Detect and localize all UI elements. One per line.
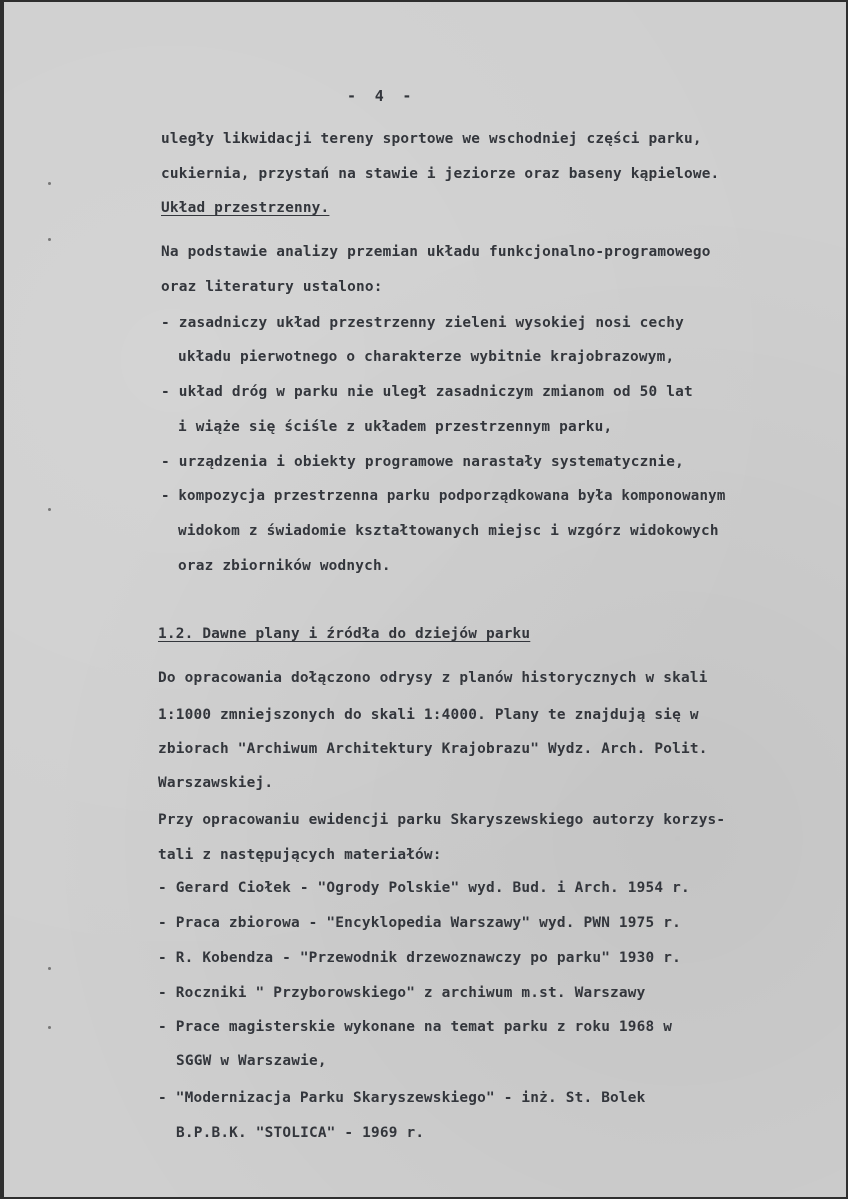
text-line: uległy likwidacji tereny sportowe we wschodniej części parku,: [161, 131, 702, 147]
text-line: Na podstawie analizy przemian układu funkcjonalno-programowego: [161, 244, 711, 260]
list-item-continuation: SGGW w Warszawie,: [176, 1053, 327, 1069]
paper-speck: [48, 182, 51, 185]
list-item-continuation: oraz zbiorników wodnych.: [178, 558, 391, 574]
list-item-continuation: układu pierwotnego o charakterze wybitnie krajobrazowym,: [178, 349, 675, 365]
text-line: zbiorach "Archiwum Architektury Krajobrazu" Wydz. Arch. Polit.: [158, 741, 708, 757]
list-item-continuation: widokom z świadomie kształtowanych miejsc i wzgórz widokowych: [178, 523, 719, 539]
section-heading: Układ przestrzenny.: [161, 200, 330, 216]
list-item: - R. Kobendza - "Przewodnik drzewoznawczy po parku" 1930 r.: [158, 950, 681, 966]
paper-speck: [48, 967, 51, 970]
paper-speck: [48, 238, 51, 241]
text-line: Do opracowania dołączono odrysy z planów historycznych w skali: [158, 670, 708, 686]
text-line: Warszawskiej.: [158, 775, 274, 791]
list-item: - zasadniczy układ przestrzenny zieleni wysokiej nosi cechy: [161, 315, 684, 331]
section-heading: 1.2. Dawne plany i źródła do dziejów parku: [158, 626, 531, 642]
text-line: cukiernia, przystań na stawie i jeziorze oraz baseny kąpielowe.: [161, 166, 720, 182]
text-line: Przy opracowaniu ewidencji parku Skaryszewskiego autorzy korzys-: [158, 812, 726, 828]
document-page: [4, 2, 846, 1197]
text-line: 1:1000 zmniejszonych do skali 1:4000. Plany te znajdują się w: [158, 707, 699, 723]
list-item: - "Modernizacja Parku Skaryszewskiego" - inż. St. Bolek: [158, 1090, 646, 1106]
list-item: - kompozycja przestrzenna parku podporządkowana była komponowanym: [161, 488, 726, 504]
page-number: - 4 -: [347, 87, 412, 105]
list-item: - Praca zbiorowa - "Encyklopedia Warszawy" wyd. PWN 1975 r.: [158, 915, 681, 931]
text-line: oraz literatury ustalono:: [161, 279, 383, 295]
paper-speck: [48, 1026, 51, 1029]
list-item: - Gerard Ciołek - "Ogrody Polskie" wyd. Bud. i Arch. 1954 r.: [158, 880, 690, 896]
list-item: - układ dróg w parku nie uległ zasadniczym zmianom od 50 lat: [161, 384, 693, 400]
list-item-continuation: i wiąże się ściśle z układem przestrzennym parku,: [178, 419, 613, 435]
list-item: - urządzenia i obiekty programowe narastały systematycznie,: [161, 454, 684, 470]
text-line: tali z następujących materiałów:: [158, 847, 442, 863]
paper-speck: [48, 508, 51, 511]
list-item-continuation: B.P.B.K. "STOLICA" - 1969 r.: [176, 1125, 425, 1141]
list-item: - Prace magisterskie wykonane na temat parku z roku 1968 w: [158, 1019, 673, 1035]
list-item: - Roczniki " Przyborowskiego" z archiwum m.st. Warszawy: [158, 985, 646, 1001]
